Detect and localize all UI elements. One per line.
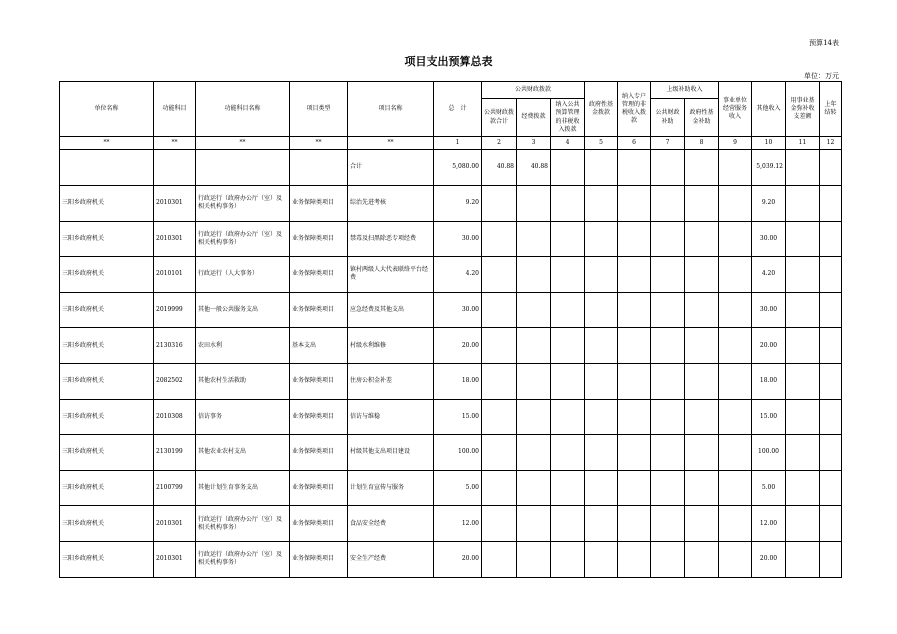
empty-cell (786, 257, 820, 293)
empty-cell (651, 257, 685, 293)
empty-cell (820, 541, 842, 577)
empty-cell (551, 221, 585, 257)
empty-cell (719, 541, 752, 577)
empty-cell (651, 506, 685, 542)
func-name-cell: 其他一般公共服务支出 (196, 292, 290, 328)
empty-cell (820, 328, 842, 364)
total-amount: 5,080.00 (434, 150, 482, 186)
func-name-cell: 信访事务 (196, 399, 290, 435)
empty-cell (585, 221, 618, 257)
empty-cell (618, 470, 651, 506)
proj-type-cell: 基本支出 (290, 328, 348, 364)
header-superior-gov-fund: 政府性基金补助 (685, 99, 719, 137)
proj-type-cell: 业务保障类项目 (290, 292, 348, 328)
total-unit (60, 150, 154, 186)
header-proj-type: 项目类型 (290, 82, 348, 137)
func-code-cell: 2010301 (154, 506, 196, 542)
header-proj-name: 项目名称 (348, 82, 434, 137)
unit-name-cell: 三阳乡政府机关 (60, 292, 154, 328)
other-income-cell: 5.00 (752, 470, 786, 506)
total-row (60, 150, 842, 186)
empty-cell (618, 506, 651, 542)
empty-cell (820, 257, 842, 293)
empty-cell (517, 506, 551, 542)
proj-name-cell: 镇村两级人大代表联络平台经费 (348, 257, 434, 293)
total-cell (618, 150, 651, 186)
empty-cell (517, 363, 551, 399)
empty-cell (585, 506, 618, 542)
header-fund-appropriation: 经费拨款 (517, 99, 551, 137)
func-code-cell: 2130199 (154, 435, 196, 471)
total-cell: 30.00 (434, 292, 482, 328)
empty-cell (685, 399, 719, 435)
empty-cell (482, 399, 517, 435)
empty-cell (719, 399, 752, 435)
table-row (60, 292, 842, 328)
total-cell (820, 150, 842, 186)
empty-cell (719, 257, 752, 293)
empty-cell (585, 363, 618, 399)
func-name-cell: 行政运行（政府办公厅（室）及相关机构事务） (196, 506, 290, 542)
proj-name-cell: 村级其他支出项目建设 (348, 435, 434, 471)
empty-cell (517, 328, 551, 364)
header-func-name: 功能科目名称 (196, 82, 290, 137)
proj-type-cell: 业务保障类项目 (290, 363, 348, 399)
proj-name-cell: 食品安全经费 (348, 506, 434, 542)
other-income-cell: 20.00 (752, 328, 786, 364)
proj-name-cell: 村级水利维修 (348, 328, 434, 364)
empty-cell (786, 328, 820, 364)
proj-name-cell: 综治先进考核 (348, 186, 434, 222)
table-row (60, 221, 842, 257)
table-row (60, 506, 842, 542)
proj-type-cell: 业务保障类项目 (290, 221, 348, 257)
empty-cell (685, 257, 719, 293)
proj-name-cell: 计划生育宣传与服务 (348, 470, 434, 506)
empty-cell (651, 435, 685, 471)
total-type (290, 150, 348, 186)
other-income-cell: 4.20 (752, 257, 786, 293)
func-code-cell: 2010301 (154, 541, 196, 577)
empty-cell (551, 363, 585, 399)
empty-cell (786, 292, 820, 328)
empty-cell (517, 399, 551, 435)
empty-cell (618, 186, 651, 222)
empty-cell (482, 435, 517, 471)
header-gov-fund: 政府性基金拨款 (585, 82, 618, 137)
func-code-cell: 2082502 (154, 363, 196, 399)
total-fund-appropriation: 40.88 (517, 150, 551, 186)
empty-cell (517, 292, 551, 328)
empty-cell (820, 399, 842, 435)
other-income-cell: 15.00 (752, 399, 786, 435)
empty-cell (719, 363, 752, 399)
table-row (60, 470, 842, 506)
empty-cell (482, 292, 517, 328)
index-cell: 12 (820, 137, 842, 150)
func-name-cell: 行政运行（政府办公厅（室）及相关机构事务） (196, 541, 290, 577)
empty-cell (786, 541, 820, 577)
func-name-cell: 其他计划生育事务支出 (196, 470, 290, 506)
empty-cell (585, 470, 618, 506)
empty-cell (685, 292, 719, 328)
empty-cell (551, 292, 585, 328)
empty-cell (685, 506, 719, 542)
other-income-cell: 18.00 (752, 363, 786, 399)
empty-cell (482, 470, 517, 506)
empty-cell (551, 328, 585, 364)
total-cell: 5.00 (434, 470, 482, 506)
empty-cell (820, 292, 842, 328)
index-cell: 8 (685, 137, 719, 150)
func-name-cell: 农田水利 (196, 328, 290, 364)
total-cell (551, 150, 585, 186)
header-use-business-fund: 用事业基金弥补收支差额 (786, 82, 820, 137)
empty-cell (685, 221, 719, 257)
empty-cell (585, 328, 618, 364)
func-name-cell: 其他农业农村支出 (196, 435, 290, 471)
empty-cell (786, 399, 820, 435)
empty-cell (786, 186, 820, 222)
empty-cell (585, 292, 618, 328)
index-cell: 4 (551, 137, 585, 150)
empty-cell (517, 541, 551, 577)
unit-name-cell: 三阳乡政府机关 (60, 399, 154, 435)
other-income-cell: 30.00 (752, 221, 786, 257)
unit-name-cell: 三阳乡政府机关 (60, 186, 154, 222)
empty-cell (618, 221, 651, 257)
func-code-cell: 2010301 (154, 186, 196, 222)
header-superior-group: 上级补助收入 (651, 82, 719, 99)
header-public-total: 公共财政拨款合计 (482, 99, 517, 137)
other-income-cell: 100.00 (752, 435, 786, 471)
header-carryover: 上年结转 (820, 82, 842, 137)
index-cell: 10 (752, 137, 786, 150)
total-code (154, 150, 196, 186)
empty-cell (517, 221, 551, 257)
empty-cell (551, 186, 585, 222)
total-other-income: 5,039.12 (752, 150, 786, 186)
index-cell: 6 (618, 137, 651, 150)
empty-cell (551, 506, 585, 542)
proj-type-cell: 业务保障类项目 (290, 470, 348, 506)
func-code-cell: 2010308 (154, 399, 196, 435)
proj-type-cell: 业务保障类项目 (290, 541, 348, 577)
index-cell: ** (154, 137, 196, 150)
index-cell: 11 (786, 137, 820, 150)
empty-cell (719, 292, 752, 328)
table-row (60, 257, 842, 293)
header-public-group: 公共财政拨款 (482, 82, 585, 99)
total-cell (685, 150, 719, 186)
empty-cell (651, 221, 685, 257)
header-func-code: 功能科目 (154, 82, 196, 137)
table-row (60, 399, 842, 435)
other-income-cell: 20.00 (752, 541, 786, 577)
other-income-cell: 30.00 (752, 292, 786, 328)
empty-cell (551, 435, 585, 471)
empty-cell (651, 292, 685, 328)
form-number: 预算14表 (809, 39, 839, 47)
empty-cell (651, 399, 685, 435)
total-cell (585, 150, 618, 186)
empty-cell (719, 221, 752, 257)
table-row (60, 186, 842, 222)
empty-cell (719, 435, 752, 471)
index-cell: ** (60, 137, 154, 150)
empty-cell (482, 186, 517, 222)
unit-name-cell: 三阳乡政府机关 (60, 470, 154, 506)
proj-name-cell: 住房公积金补差 (348, 363, 434, 399)
empty-cell (618, 541, 651, 577)
empty-cell (820, 363, 842, 399)
empty-cell (820, 506, 842, 542)
empty-cell (786, 435, 820, 471)
empty-cell (685, 541, 719, 577)
empty-cell (618, 363, 651, 399)
index-cell: ** (290, 137, 348, 150)
empty-cell (618, 435, 651, 471)
empty-cell (585, 435, 618, 471)
unit-name-cell: 三阳乡政府机关 (60, 221, 154, 257)
total-cell: 15.00 (434, 399, 482, 435)
empty-cell (517, 257, 551, 293)
empty-cell (685, 328, 719, 364)
index-cell: 7 (651, 137, 685, 150)
total-cell: 12.00 (434, 506, 482, 542)
empty-cell (786, 506, 820, 542)
empty-cell (651, 363, 685, 399)
empty-cell (551, 399, 585, 435)
unit-name-cell: 三阳乡政府机关 (60, 328, 154, 364)
total-func (196, 150, 290, 186)
total-cell: 20.00 (434, 328, 482, 364)
proj-type-cell: 业务保障类项目 (290, 399, 348, 435)
empty-cell (482, 328, 517, 364)
other-income-cell: 12.00 (752, 506, 786, 542)
empty-cell (685, 363, 719, 399)
table-row (60, 363, 842, 399)
proj-name-cell: 禁毒及扫黑除恶专项经费 (348, 221, 434, 257)
empty-cell (651, 541, 685, 577)
total-cell: 100.00 (434, 435, 482, 471)
empty-cell (482, 363, 517, 399)
empty-cell (685, 470, 719, 506)
total-cell: 9.20 (434, 186, 482, 222)
total-cell (651, 150, 685, 186)
func-name-cell: 其他农村生活救助 (196, 363, 290, 399)
proj-type-cell: 业务保障类项目 (290, 435, 348, 471)
empty-cell (719, 328, 752, 364)
empty-cell (685, 186, 719, 222)
index-cell: 3 (517, 137, 551, 150)
unit-name-cell: 三阳乡政府机关 (60, 506, 154, 542)
empty-cell (585, 257, 618, 293)
empty-cell (719, 506, 752, 542)
empty-cell (786, 470, 820, 506)
empty-cell (618, 328, 651, 364)
total-cell: 30.00 (434, 221, 482, 257)
unit-name-cell: 三阳乡政府机关 (60, 363, 154, 399)
budget-table (59, 81, 842, 578)
unit-name-cell: 三阳乡政府机关 (60, 541, 154, 577)
proj-name-cell: 应急经费及其他支出 (348, 292, 434, 328)
page-title: 项目支出预算总表 (404, 55, 493, 68)
empty-cell (585, 399, 618, 435)
table-row (60, 541, 842, 577)
unit-name-cell: 三阳乡政府机关 (60, 257, 154, 293)
total-cell (786, 150, 820, 186)
header-special-non-tax: 纳入专户管理的非税收入拨款 (618, 82, 651, 137)
empty-cell (551, 257, 585, 293)
index-cell: 9 (719, 137, 752, 150)
func-code-cell: 2010101 (154, 257, 196, 293)
header-superior-public: 公共财政补助 (651, 99, 685, 137)
empty-cell (618, 399, 651, 435)
total-label: 合计 (348, 150, 434, 186)
header-unit-name: 单位名称 (60, 82, 154, 137)
unit-label: 单位：万元 (804, 72, 839, 80)
total-cell: 20.00 (434, 541, 482, 577)
proj-type-cell: 业务保障类项目 (290, 186, 348, 222)
total-public-total: 40.88 (482, 150, 517, 186)
index-cell: ** (348, 137, 434, 150)
index-cell: 2 (482, 137, 517, 150)
table-row (60, 435, 842, 471)
empty-cell (820, 186, 842, 222)
total-cell: 4.20 (434, 257, 482, 293)
total-cell (719, 150, 752, 186)
empty-cell (482, 541, 517, 577)
empty-cell (820, 435, 842, 471)
empty-cell (651, 186, 685, 222)
func-code-cell: 2130316 (154, 328, 196, 364)
func-code-cell: 2019999 (154, 292, 196, 328)
empty-cell (786, 221, 820, 257)
index-cell: ** (196, 137, 290, 150)
empty-cell (482, 506, 517, 542)
header-business-income: 事业单位经营服务收入 (719, 82, 752, 137)
header-non-tax-in-budget: 纳入公共预算管理的非税收入拨款 (551, 99, 585, 137)
empty-cell (618, 292, 651, 328)
empty-cell (651, 328, 685, 364)
empty-cell (585, 186, 618, 222)
header-total: 总 计 (434, 82, 482, 137)
empty-cell (482, 221, 517, 257)
index-cell: 1 (434, 137, 482, 150)
empty-cell (618, 257, 651, 293)
total-cell: 18.00 (434, 363, 482, 399)
empty-cell (517, 435, 551, 471)
empty-cell (685, 435, 719, 471)
empty-cell (585, 541, 618, 577)
empty-cell (786, 363, 820, 399)
index-cell: 5 (585, 137, 618, 150)
empty-cell (820, 470, 842, 506)
table-row (60, 328, 842, 364)
proj-type-cell: 业务保障类项目 (290, 506, 348, 542)
func-code-cell: 2010301 (154, 221, 196, 257)
empty-cell (719, 470, 752, 506)
empty-cell (820, 221, 842, 257)
empty-cell (719, 186, 752, 222)
proj-type-cell: 业务保障类项目 (290, 257, 348, 293)
proj-name-cell: 安全生产经费 (348, 541, 434, 577)
empty-cell (517, 186, 551, 222)
empty-cell (482, 257, 517, 293)
proj-name-cell: 信访与维稳 (348, 399, 434, 435)
func-name-cell: 行政运行（政府办公厅（室）及相关机构事务） (196, 221, 290, 257)
unit-name-cell: 三阳乡政府机关 (60, 435, 154, 471)
func-name-cell: 行政运行（政府办公厅（室）及相关机构事务） (196, 186, 290, 222)
empty-cell (651, 470, 685, 506)
header-other-income: 其他收入 (752, 82, 786, 137)
empty-cell (551, 541, 585, 577)
func-name-cell: 行政运行（人大事务） (196, 257, 290, 293)
other-income-cell: 9.20 (752, 186, 786, 222)
empty-cell (551, 470, 585, 506)
index-row (60, 137, 842, 150)
func-code-cell: 2100799 (154, 470, 196, 506)
empty-cell (517, 470, 551, 506)
